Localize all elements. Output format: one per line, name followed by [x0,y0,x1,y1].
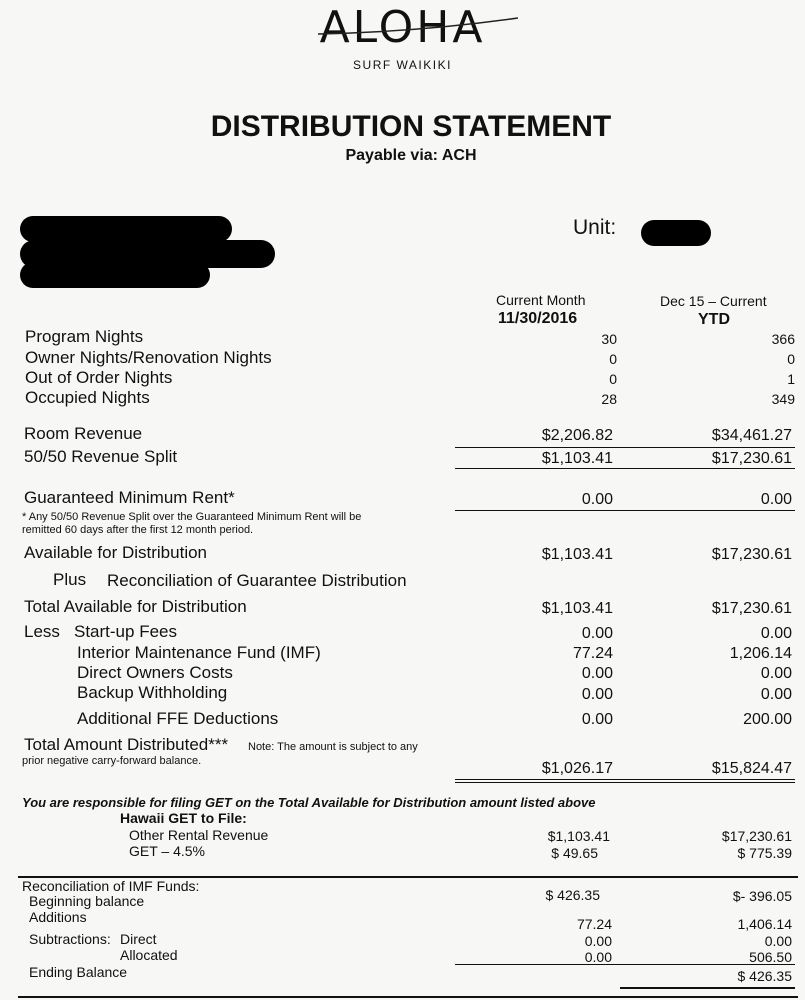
allocated-current: 0.00 [584,949,612,965]
additions-ytd: 1,406.14 [737,916,792,932]
imf-heading: Reconciliation of IMF Funds: [22,878,200,894]
total-available-current: $1,103.41 [541,600,613,617]
total-rule-bottom [455,782,795,783]
nights-ytd: 349 [771,391,795,407]
get-heading: Hawaii GET to File: [120,810,247,826]
less-item-label: Start-up Fees [74,622,177,641]
redacted-unit-number [641,220,711,246]
other-rental-label: Other Rental Revenue [129,827,269,843]
nights-current: 30 [601,331,617,347]
redacted-owner-line-1 [20,216,232,242]
guarantee-rule [455,510,795,511]
less-item-label: Interior Maintenance Fund (IMF) [77,643,321,662]
nights-current: 0 [609,371,617,387]
split-ytd: $17,230.61 [711,450,792,467]
split-label: 50/50 Revenue Split [24,447,178,466]
get-rate-current: $ 49.65 [551,845,598,861]
allocated-label: Allocated [120,947,178,963]
nights-ytd: 0 [787,351,795,367]
ending-balance-label: Ending Balance [29,964,128,980]
ending-balance-ytd: $ 426.35 [737,968,792,984]
logo-swoosh [318,12,518,42]
available-ytd: $17,230.61 [711,546,792,563]
imf-box-bottom-rule [18,996,798,998]
less-item-ytd: 0.00 [760,625,792,642]
total-available-ytd: $17,230.61 [711,600,792,617]
beginning-balance-ytd: $- 396.05 [732,888,792,904]
direct-ytd: 0.00 [764,933,792,949]
guarantee-label: Guaranteed Minimum Rent* [24,488,235,507]
total-distributed-note: prior negative carry-forward balance. [22,755,202,767]
statement-title: DISTRIBUTION STATEMENT [210,110,612,143]
less-item-current: 0.00 [581,711,613,728]
less-prefix: Less [24,622,60,641]
room-revenue-ytd: $34,461.27 [711,427,792,444]
ending-rule [620,987,795,989]
allocated-rule [455,964,795,965]
less-item-ytd: 0.00 [760,665,792,682]
plus-prefix: Plus [53,570,87,589]
beginning-balance-label: Beginning balance [29,893,145,909]
nights-ytd: 1 [787,371,795,387]
total-distributed-ytd: $15,824.47 [711,760,792,777]
less-item-ytd: 0.00 [760,686,792,703]
payable-via: Payable via: ACH [345,147,477,164]
nights-ytd: 366 [771,331,795,347]
current-month-header: Current Month [496,292,586,308]
less-item-ytd: 200.00 [743,711,792,728]
room-revenue-label: Room Revenue [24,424,143,443]
logo: ALOHA [319,2,486,53]
less-item-current: 77.24 [572,645,613,662]
direct-label: Direct [120,931,157,947]
nights-label: Out of Order Nights [25,368,173,387]
total-distributed-label: Total Amount Distributed*** [24,735,229,754]
redacted-owner-line-3 [20,262,210,288]
less-item-current: 0.00 [581,665,613,682]
beginning-balance-current: $ 426.35 [545,887,600,903]
split-rule [455,468,795,469]
less-item-current: 0.00 [581,625,613,642]
logo-subtitle: SURF WAIKIKI [353,58,452,72]
total-rule-top [455,779,795,780]
less-item-label: Additional FFE Deductions [77,709,279,728]
ytd-header: Dec 15 – Current [660,293,767,309]
less-item-label: Direct Owners Costs [77,663,233,682]
get-rate-label: GET – 4.5% [129,843,206,859]
ytd-subheader: YTD [698,311,730,328]
less-item-current: 0.00 [581,686,613,703]
nights-current: 28 [601,391,617,407]
revenue-rule [455,447,795,448]
additions-label: Additions [29,909,87,925]
plus-label: Reconciliation of Guarantee Distribution [107,571,407,590]
unit-label: Unit: [573,216,617,239]
additions-current: 77.24 [576,916,612,932]
total-available-label: Total Available for Distribution [24,597,247,616]
total-distributed-note: Note: The amount is subject to any [248,741,418,753]
nights-label: Program Nights [25,327,144,346]
less-item-label: Backup Withholding [77,683,228,702]
other-rental-ytd: $17,230.61 [721,828,792,844]
total-distributed-current: $1,026.17 [541,760,613,777]
get-rate-ytd: $ 775.39 [737,845,792,861]
available-current: $1,103.41 [541,546,613,563]
subtractions-label: Subtractions: [29,931,111,947]
guarantee-ytd: 0.00 [760,491,792,508]
get-notice: You are responsible for filing GET on the Total Available for Distribution amount listed above [22,795,596,810]
room-revenue-current: $2,206.82 [541,427,613,444]
current-month-date: 11/30/2016 [498,310,578,327]
allocated-ytd: 506.50 [749,949,792,965]
nights-label: Owner Nights/Renovation Nights [25,348,272,367]
split-current: $1,103.41 [541,450,613,467]
guarantee-note: * Any 50/50 Revenue Split over the Guaranteed Minimum Rent will be [22,511,362,523]
less-item-ytd: 1,206.14 [729,645,792,662]
nights-current: 0 [609,351,617,367]
other-rental-current: $1,103.41 [547,828,610,844]
direct-current: 0.00 [584,933,612,949]
available-label: Available for Distribution [24,543,207,562]
guarantee-current: 0.00 [581,491,613,508]
guarantee-note: remitted 60 days after the first 12 month period. [22,524,254,536]
nights-label: Occupied Nights [25,388,150,407]
